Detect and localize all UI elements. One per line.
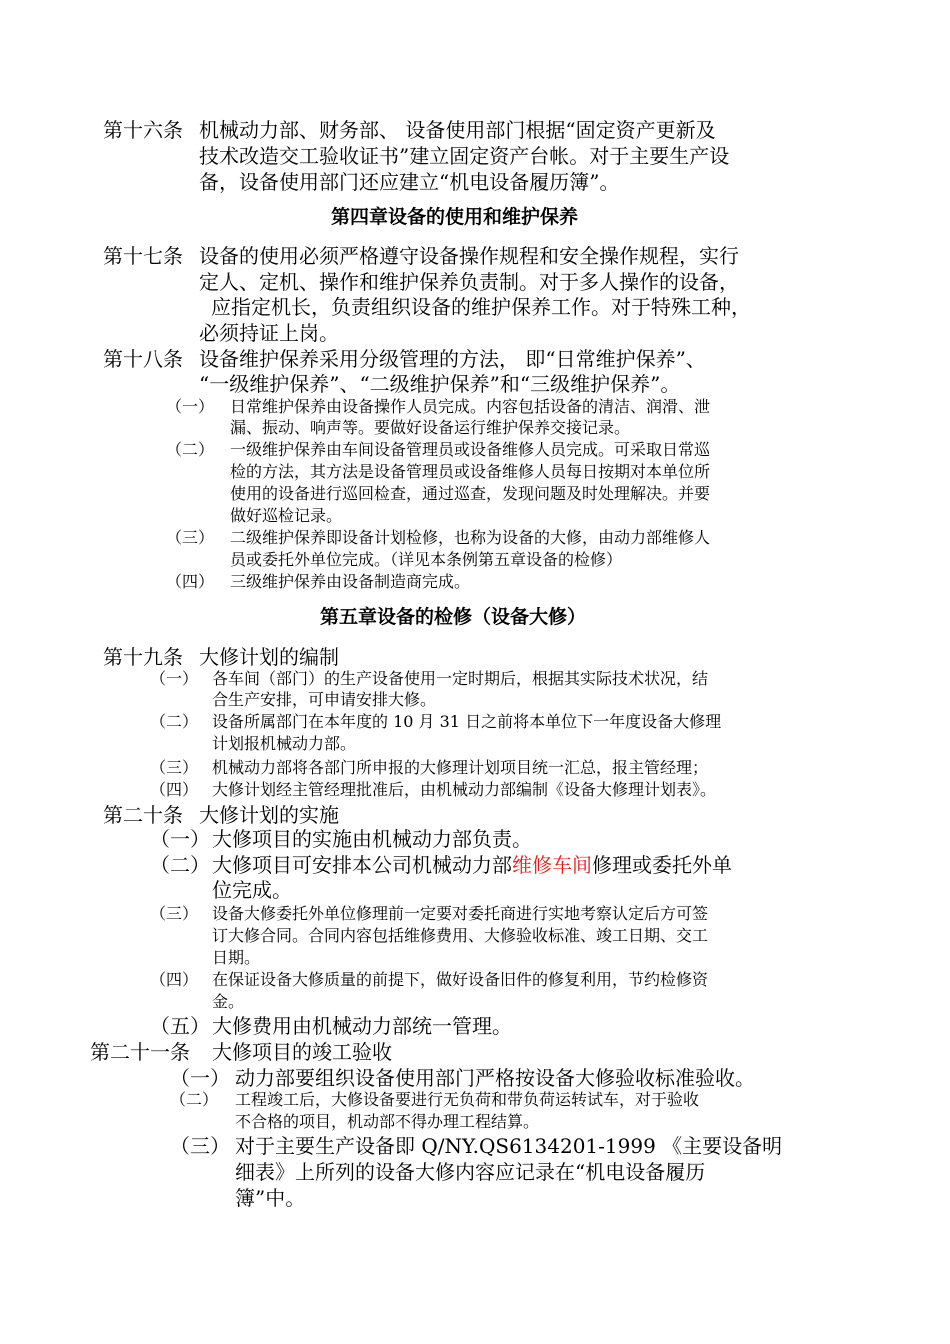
article-20-item-2-line-1 <box>212 855 732 875</box>
article-18-item-3-num: （三） <box>166 528 215 547</box>
article-21-title: 大修项目的竣工验收 <box>212 1040 392 1064</box>
article-19-item-2-num: （二） <box>150 712 199 731</box>
article-18-item-1-num: （一） <box>166 397 215 416</box>
article-19-label: 第十九条 <box>103 645 183 669</box>
article-20-item-4-line-2: 金。 <box>212 992 245 1011</box>
article-18-item-4-num: （四） <box>166 572 215 591</box>
article-20-item-5-text: 大修费用由机械动力部统一管理。 <box>212 1014 512 1038</box>
article-19-item-3-line-1: 机械动力部将各部门所申报的大修理计划项目统一汇总，报主管经理； <box>212 758 709 777</box>
article-18-item-3-line-1: 二级维护保养即设备计划检修，也称为设备的大修，由动力部维修人 <box>230 528 711 547</box>
article-20-item-3-line-2: 订大修合同。合同内容包括维修费用、大修验收标准、竣工日期、交工 <box>212 926 709 945</box>
chapter-5-heading: 第五章设备的检修（设备大修） <box>320 606 587 628</box>
article-19-item-1-num: （一） <box>150 669 199 688</box>
article-18-line-2: “一级维护保养”、“二级维护保养”和“三级维护保养”。 <box>199 372 681 396</box>
article-20-label: 第二十条 <box>103 803 183 827</box>
article-17-line-3: 应指定机长，负责组织设备的维护保养工作。对于特殊工种， <box>211 295 751 319</box>
article-17-line-1: 设备的使用必须严格遵守设备操作规程和安全操作规程，实行 <box>199 244 739 268</box>
article-18-item-1-line-1: 日常维护保养由设备操作人员完成。内容包括设备的清洁、润滑、泄 <box>230 397 711 416</box>
article-19-item-2-line-1: 设备所属部门在本年度的 10 月 31 日之前将本单位下一年度设备大修理 <box>212 712 722 731</box>
article-20-item-5-num: （五） <box>150 1014 210 1038</box>
article-18-item-1-line-2: 漏、振动、响声等。要做好设备运行维护保养交接记录。 <box>230 418 631 437</box>
article-19-item-3-num: （三） <box>150 758 199 777</box>
article-17-line-2: 定人、定机、操作和维护保养负责制。对于多人操作的设备， <box>199 270 739 294</box>
article-20-item-4-num: （四） <box>150 970 199 989</box>
article-20-title: 大修计划的实施 <box>199 803 339 827</box>
article-21-item-2-line-1: 工程竣工后，大修设备要进行无负荷和带负荷运转试车，对于验收 <box>235 1090 700 1109</box>
article-21-item-3-line-1: 对于主要生产设备即 Q/NY.QS6134201-1999 《主要设备明 <box>235 1134 783 1158</box>
article-16-label: 第十六条 <box>103 118 183 142</box>
article-20-item-3-line-1: 设备大修委托外单位修理前一定要对委托商进行实地考察认定后方可签 <box>212 904 709 923</box>
article-20-item-2-pre: 大修项目可安排本公司机械动力部 <box>212 853 512 877</box>
article-20-item-3-num: （三） <box>150 904 199 923</box>
article-21-item-1-num: （一） <box>170 1066 230 1090</box>
article-18-item-2-line-2: 检的方法，其方法是设备管理员或设备维修人员每日按期对本单位所 <box>230 462 711 481</box>
article-19-item-4-line-1: 大修计划经主管经理批准后，由机械动力部编制《设备大修理计划表》。 <box>212 780 717 799</box>
article-18-item-2-line-4: 做好巡检记录。 <box>230 506 343 525</box>
article-18-line-1: 设备维护保养采用分级管理的方法， 即“日常维护保养”、 <box>199 347 706 371</box>
article-21-item-2-num: （二） <box>170 1090 219 1109</box>
article-19-item-4-num: （四） <box>150 780 199 799</box>
article-20-item-4-line-1: 在保证设备大修质量的前提下，做好设备旧件的修复利用，节约检修资 <box>212 970 709 989</box>
article-16-line-3: 备，设备使用部门还应建立“机电设备履历簿”。 <box>199 170 620 194</box>
article-20-item-3-line-3: 日期。 <box>212 948 261 967</box>
article-16-line-2: 技术改造交工验收证书”建立固定资产台帐。对于主要生产设 <box>199 144 730 168</box>
article-20-item-2-num: （二） <box>150 853 210 877</box>
article-19-item-2-line-2: 计划报机械动力部。 <box>212 734 357 753</box>
article-18-item-4-line-1: 三级维护保养由设备制造商完成。 <box>230 572 471 591</box>
article-18-item-2-line-1: 一级维护保养由车间设备管理员或设备维修人员完成。可采取日常巡 <box>230 440 711 459</box>
article-18-item-2-num: （二） <box>166 440 215 459</box>
article-18-item-2-line-3: 使用的设备进行巡回检查，通过巡查，发现问题及时处理解决。并要 <box>230 484 711 503</box>
article-18-label: 第十八条 <box>103 347 183 371</box>
article-21-item-3-line-2: 细表》上所列的设备大修内容应记录在“机电设备履历 <box>235 1160 706 1184</box>
article-21-label: 第二十一条 <box>90 1040 190 1064</box>
article-20-item-2-line-2: 位完成。 <box>212 878 292 902</box>
article-20-item-1-text: 大修项目的实施由机械动力部负责。 <box>212 827 532 851</box>
repair-workshop-highlight: 维修车间 <box>512 853 592 877</box>
article-17-label: 第十七条 <box>103 244 183 268</box>
article-17-line-4: 必须持证上岗。 <box>199 321 339 345</box>
article-21-item-1-text: 动力部要组织设备使用部门严格按设备大修验收标准验收。 <box>235 1066 755 1090</box>
article-21-item-2-line-2: 不合格的项目，机动部不得办理工程结算。 <box>235 1112 540 1131</box>
article-19-item-1-line-1: 各车间（部门）的生产设备使用一定时期后，根据其实际技术状况，结 <box>212 669 709 688</box>
article-21-item-3-line-3: 簿”中。 <box>235 1186 306 1210</box>
article-16-line-1: 机械动力部、财务部、 设备使用部门根据“固定资产更新及 <box>199 118 716 142</box>
article-18-item-3-line-2: 员或委托外单位完成。（详见本条例第五章设备的检修） <box>230 550 623 569</box>
article-20-item-2-post: 修理或委托外单 <box>592 853 732 877</box>
chapter-4-heading: 第四章设备的使用和维护保养 <box>331 206 579 228</box>
article-20-item-1-num: （一） <box>150 827 210 851</box>
article-19-title: 大修计划的编制 <box>199 645 339 669</box>
article-21-item-3-num: （三） <box>170 1134 230 1158</box>
article-19-item-1-line-2: 合生产安排，可申请安排大修。 <box>212 690 437 709</box>
